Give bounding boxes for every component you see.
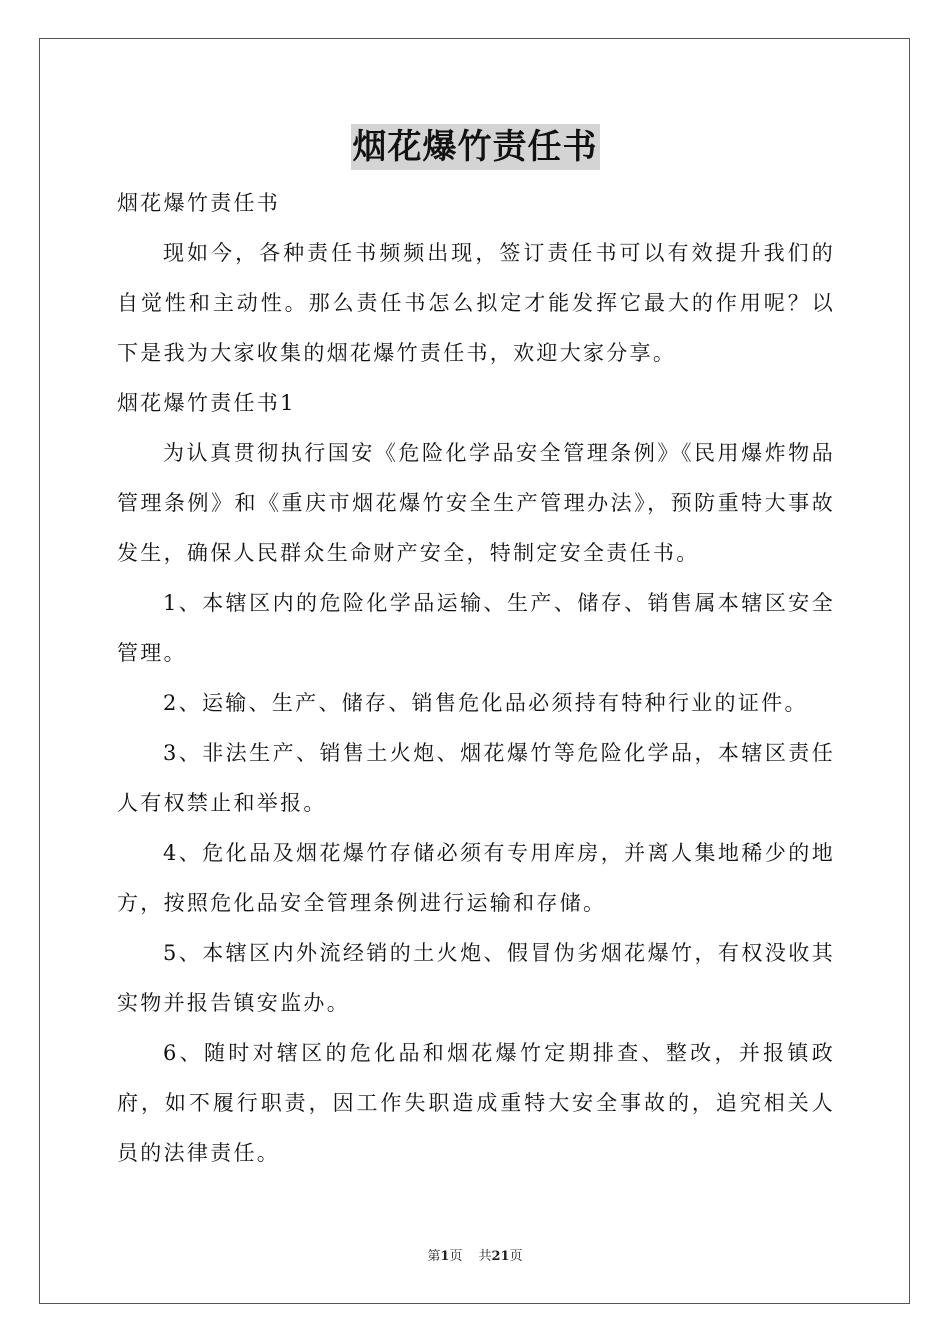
title-container xyxy=(0,124,950,170)
clause-1: 1、本辖区内的危险化学品运输、生产、储存、销售属本辖区安全管理。 xyxy=(117,591,835,665)
clause-2: 2、运输、生产、储存、销售危化品必须持有特种行业的证件。 xyxy=(163,691,808,715)
document-title: 烟花爆竹责任书 xyxy=(351,124,600,170)
page-prefix: 第 xyxy=(427,1249,441,1264)
page-suffix: 页 xyxy=(449,1249,463,1264)
clause-3: 3、非法生产、销售土火炮、烟花爆竹等危险化学品，本辖区责任人有权禁止和举报。 xyxy=(117,741,835,815)
total-suffix: 页 xyxy=(509,1249,523,1264)
section-heading: 烟花爆竹责任书 xyxy=(117,191,281,215)
section-heading-1: 烟花爆竹责任书1 xyxy=(117,391,296,415)
intro-paragraph: 现如今，各种责任书频频出现，签订责任书可以有效提升我们的自觉性和主动性。那么责任书怎么拟定才能发挥它最大的作用呢？以下是我为大家收集的烟花爆竹责任书，欢迎大家分享。 xyxy=(117,241,835,365)
total-pages: 21 xyxy=(491,1249,510,1264)
clause-6: 6、随时对辖区的危化品和烟花爆竹定期排查、整改，并报镇政府，如不履行职责，因工作失职造成重特大安全事故的，追究相关人员的法律责任。 xyxy=(117,1041,835,1165)
document-body xyxy=(117,178,835,1178)
clause-4: 4、危化品及烟花爆竹存储必须有专用库房，并离人集地稀少的地方，按照危化品安全管理条例进行运输和存储。 xyxy=(117,841,835,915)
clause-5: 5、本辖区内外流经销的土火炮、假冒伪劣烟花爆竹，有权没收其实物并报告镇安监办。 xyxy=(117,941,835,1015)
total-prefix: 共 xyxy=(478,1249,492,1264)
preamble-paragraph: 为认真贯彻执行国安《危险化学品安全管理条例》《民用爆炸物品管理条例》和《重庆市烟花爆竹安全生产管理办法》，预防重特大事故发生，确保人民群众生命财产安全，特制定安全责任书。 xyxy=(117,441,835,565)
page-footer xyxy=(0,1247,950,1267)
page-number: 1 xyxy=(440,1249,450,1264)
